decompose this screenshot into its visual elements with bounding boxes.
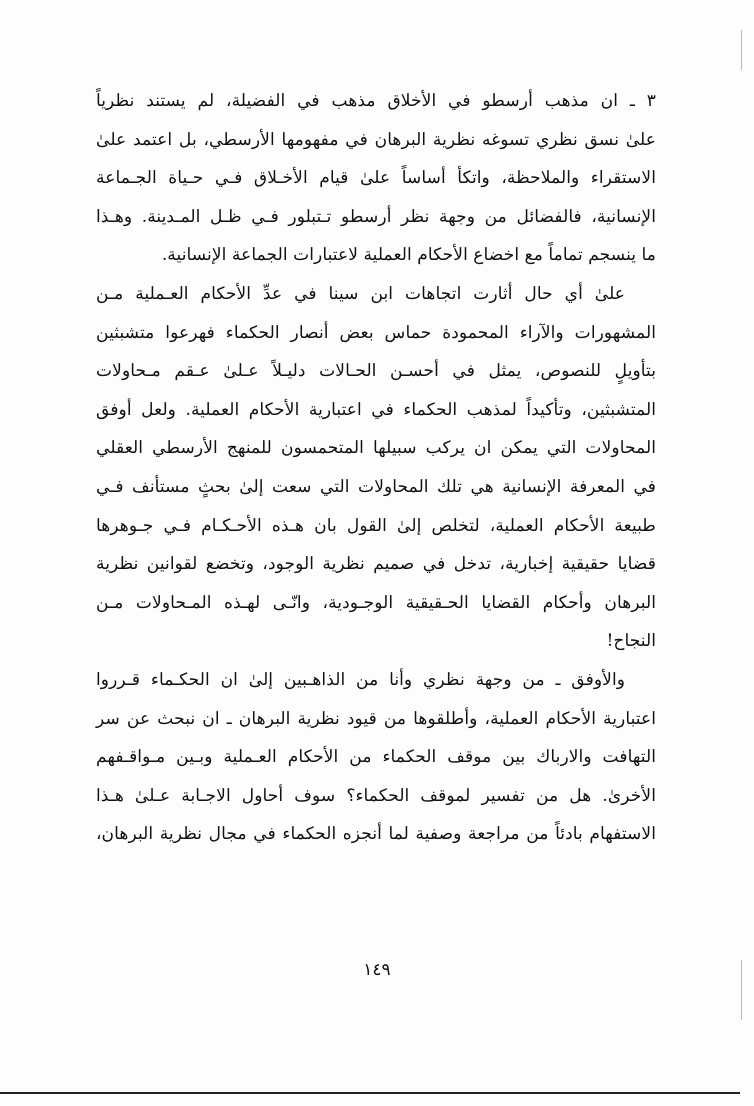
text-line: التهافت والارباك بين موقف الحكماء من الأحكام العـملية وبـين مـواقـفهم — [96, 747, 656, 768]
text-line: علىٰ أي حال أثارت اتجاهات ابن سينا في عدِّ الأحكام العـملية مـن — [96, 283, 626, 304]
body-text — [96, 82, 656, 854]
text-line: قضايا حقيقية إخبارية، تدخل في صميم نظرية الوجود، وتخضع لقوانين نظرية — [96, 554, 656, 575]
paragraph-3 — [96, 661, 656, 854]
bottom-rule — [0, 1092, 740, 1094]
text-line: ٣ ـ ان مذهب أرسطو في الأخلاق مذهب في الفضيلة، لم يستند نظرياً — [96, 91, 656, 111]
scan-edge-mark — [741, 960, 742, 1020]
text-line: المحاولات التي يمكن ان يركب سبيلها المتحمسون للمنهج الأرسطي العقلي — [96, 438, 656, 459]
text-line: الاستفهام بادئاً من مراجعة وصفية لما أنجزه الحكماء في مجال نظرية البرهان، — [96, 824, 656, 845]
text-line: بتأويلٍ للنصوص، يمثل في أحسـن الحـالات دليـلاً عـلىٰ عـقم مـحاولات — [96, 361, 656, 382]
paragraph-2 — [96, 275, 656, 661]
text-line: الاستقراء والملاحظة، واتكأ أساساً علىٰ قيام الأخـلاق فـي حـياة الجـماعة — [96, 168, 656, 189]
text-line: طبيعة الأحكام العملية، لتخلص إلىٰ القول بان هـذه الأحـكـام فـي جـوهرها — [96, 515, 656, 536]
text-line: في المعرفة الإنسانية هي تلك المحاولات التي سعت إلىٰ بحثٍ مستأنف فـي — [96, 476, 656, 497]
text-line: والأوفق ـ من وجهة نظري وأنا من الذاهـبين إلىٰ ان الحكـماء قـرروا — [96, 669, 626, 690]
text-line: المشهورات والآراء المحمودة حماس بعض أنصار الحكماء فهرعوا متشبثين — [96, 322, 656, 343]
text-line: علىٰ نسق نظري تسوغه نظرية البرهان في مفهومها الأرسطي، بل اعتمد علىٰ — [96, 129, 656, 150]
paragraph-1 — [96, 82, 656, 275]
text-line: البرهان وأحكام القضايا الحـقيقية الوجـودية، وانّـى لهـذه المـحاولات مـن — [96, 592, 656, 613]
text-line: ما ينسجم تماماً مع اخضاع الأحكام العملية لاعتبارات الجماعة الإنسانية. — [161, 245, 656, 266]
text-line: المتشبثين، وتأكيداً لمذهب الحكماء في اعتبارية الأحكام العملية. ولعل أوفق — [96, 399, 656, 420]
text-line: الأخرىٰ. هل من تفسير لموقف الحكماء؟ سوف أحاول الاجـابة عـلىٰ هـذا — [96, 785, 656, 806]
scan-edge-mark — [741, 30, 742, 70]
text-line: النجاح! — [606, 631, 656, 652]
page-number: ١٤٩ — [363, 960, 391, 980]
text-line: اعتبارية الأحكام العملية، وأطلقوها من قيود نظرية البرهان ـ ان نبحث عن سر — [96, 708, 656, 729]
text-line: الإنسانية، فالفضائل من وجهة نظر أرسطو تـتبلور فـي ظـل المـدينة. وهـذا — [96, 206, 656, 227]
